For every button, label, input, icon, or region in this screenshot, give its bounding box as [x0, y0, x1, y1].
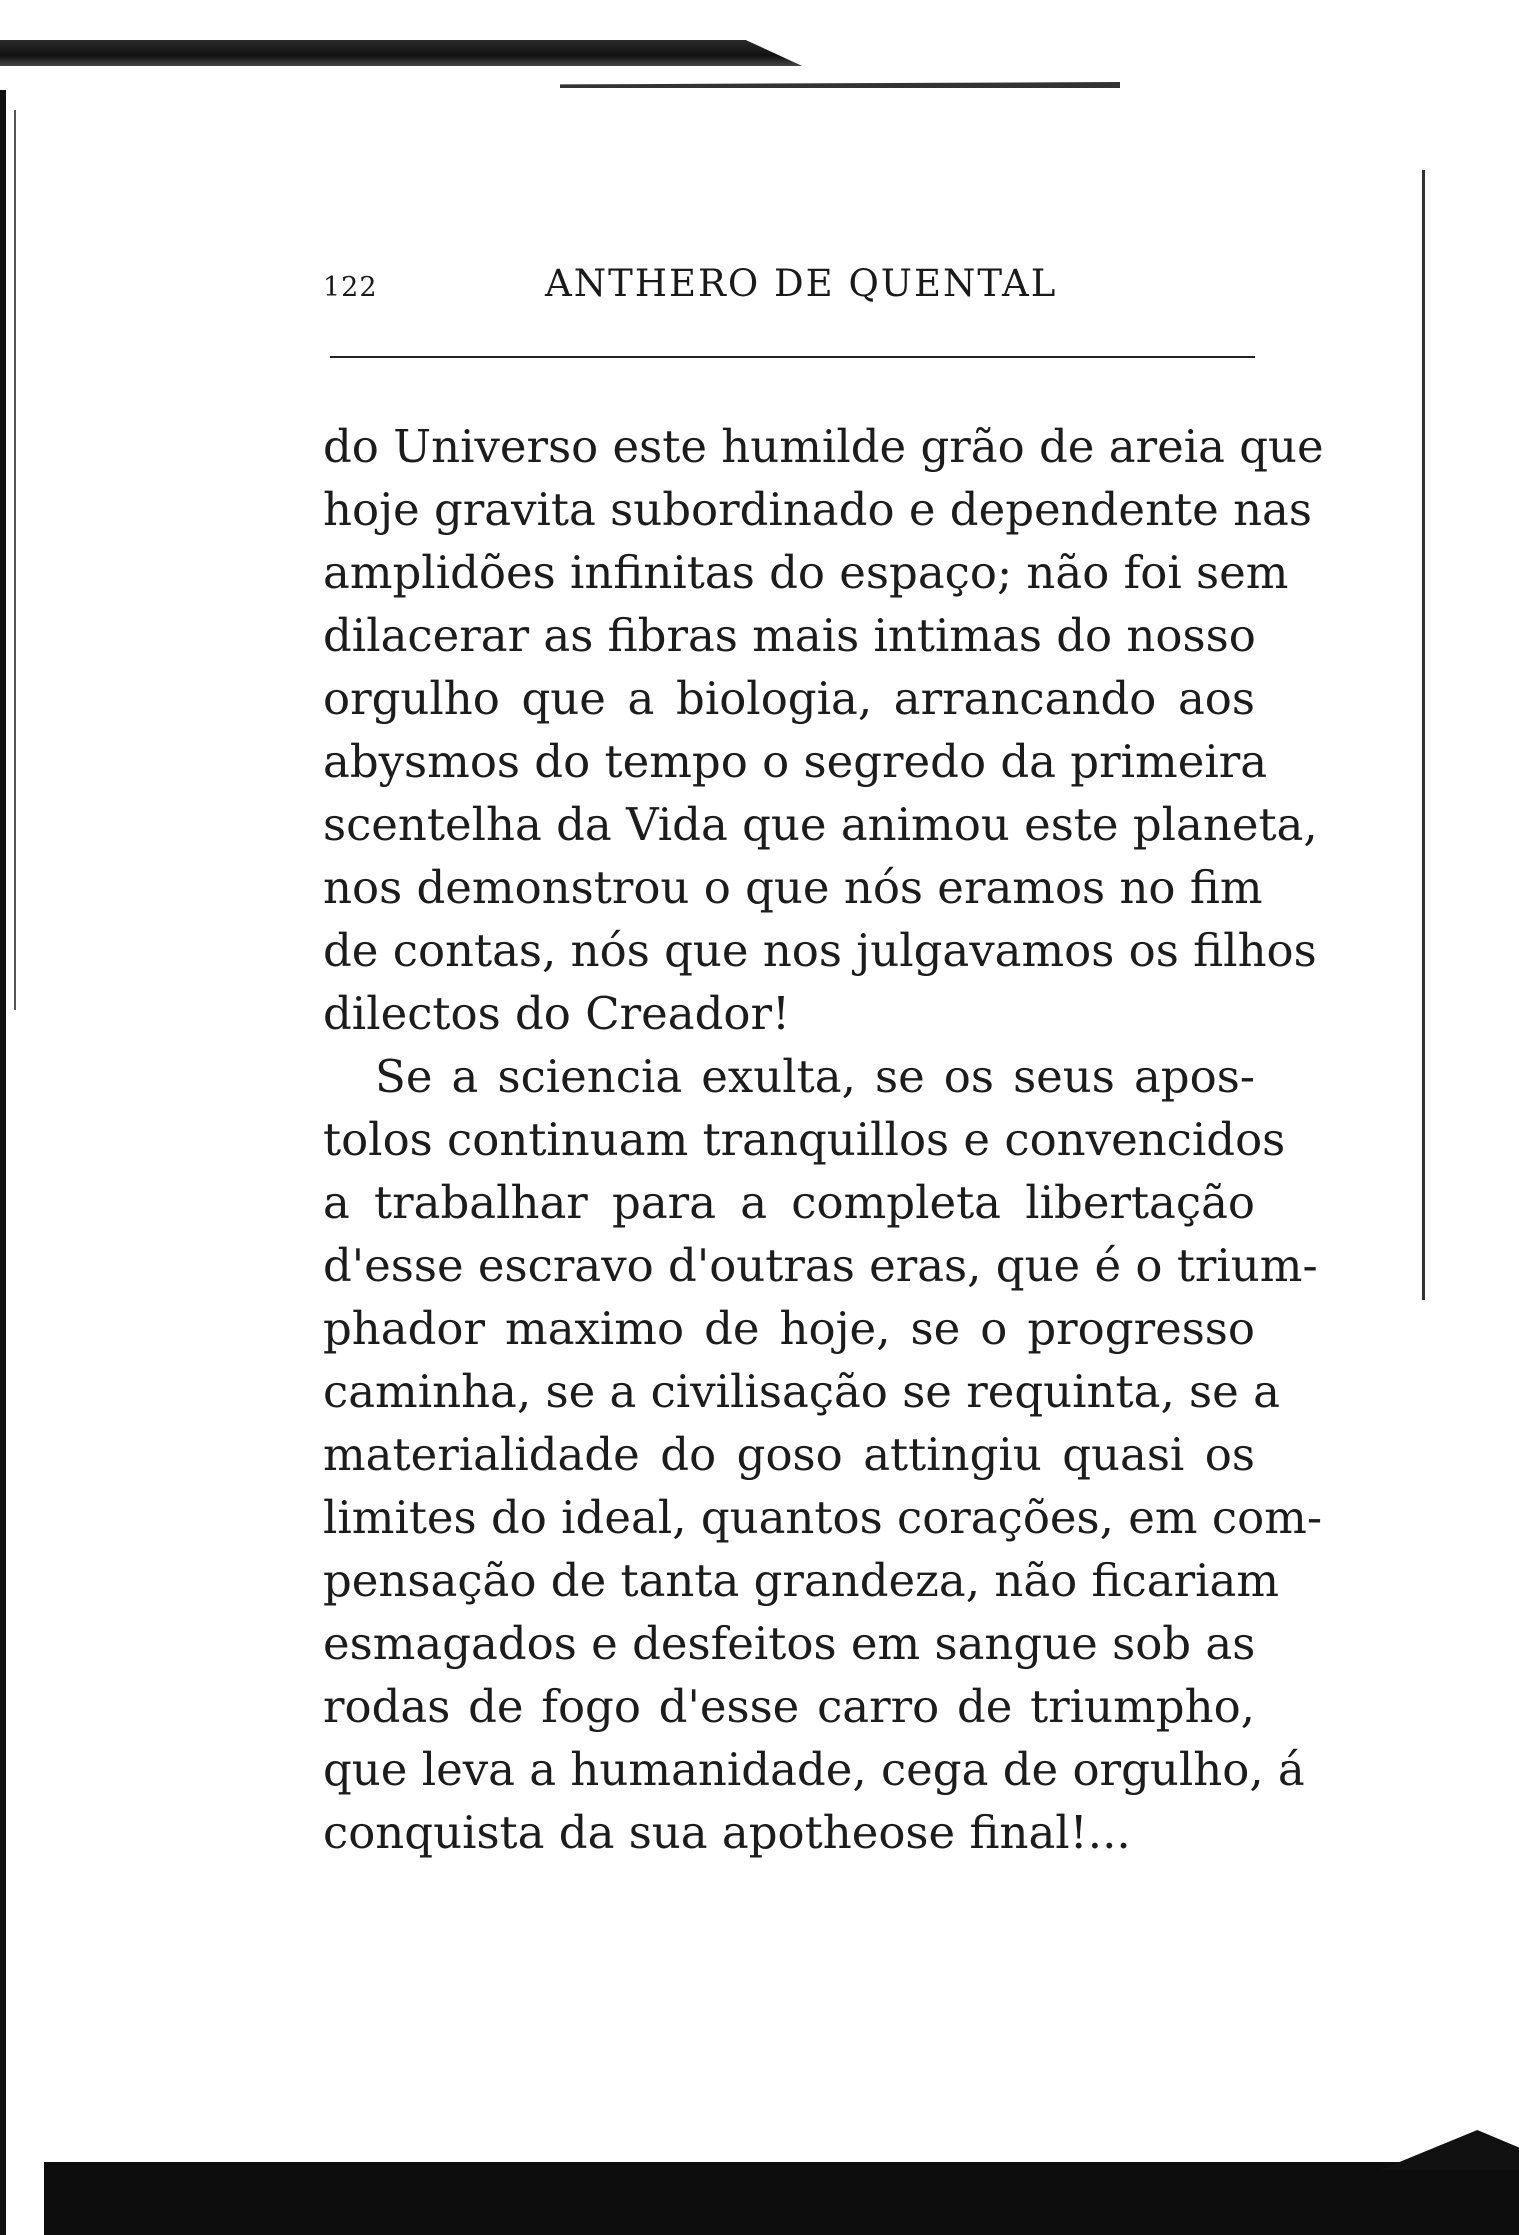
text-line: esmagados e desfeitos em sangue sob as	[323, 1617, 1256, 1670]
text-line: phador maximo de hoje, se o progresso	[323, 1302, 1255, 1355]
page-header	[323, 262, 1255, 320]
header-rule	[330, 356, 1255, 358]
text-line: hoje gravita subordinado e dependente nas	[323, 483, 1312, 536]
text-line: que leva a humanidade, cega de orgulho, á	[323, 1743, 1305, 1796]
text-line: pensação de tanta grandeza, não ficariam	[323, 1554, 1279, 1607]
text-line: de contas, nós que nos julgavamos os filhos	[323, 924, 1317, 977]
paragraph-1	[323, 415, 1324, 1045]
text-line: orgulho que a biologia, arrancando aos	[323, 672, 1255, 725]
scan-shadow-left-thin	[14, 110, 16, 1010]
text-line: amplidões infinitas do espaço; não foi sem	[323, 546, 1289, 599]
text-line: tolos continuam tranquillos e convencidos	[323, 1113, 1286, 1166]
text-line: a trabalhar para a completa libertação	[323, 1176, 1255, 1229]
scan-shadow-right	[1422, 170, 1425, 1300]
text-line: caminha, se a civilisação se requinta, se a	[323, 1365, 1280, 1418]
text-line: dilacerar as fibras mais intimas do nosso	[323, 609, 1256, 662]
text-line: dilectos do Creador!	[323, 987, 791, 1040]
text-line: rodas de fogo d'esse carro de triumpho,	[323, 1680, 1255, 1733]
running-head: ANTHERO DE QUENTAL	[545, 262, 1058, 305]
text-line: Se a sciencia exulta, se os seus apos-	[375, 1050, 1255, 1103]
scan-shadow-bottom-edge	[1380, 2120, 1519, 2170]
scan-shadow-bottom	[44, 2162, 1519, 2235]
body-text	[323, 415, 1324, 1864]
text-line: do Universo este humilde grão de areia que	[323, 420, 1324, 473]
scan-shadow-top	[0, 40, 1130, 66]
text-line: abysmos do tempo o segredo da primeira	[323, 735, 1268, 788]
page-number: 122	[323, 272, 378, 303]
scan-shadow-left	[0, 90, 6, 2235]
text-line: scentelha da Vida que animou este planeta,	[323, 798, 1318, 851]
text-line: nos demonstrou o que nós eramos no fim	[323, 861, 1263, 914]
scan-shadow-top-line	[560, 82, 1120, 88]
text-line: d'esse escravo d'outras eras, que é o trium-	[323, 1239, 1318, 1292]
text-line: limites do ideal, quantos corações, em com-	[323, 1491, 1323, 1544]
paragraph-2	[323, 1045, 1323, 1864]
text-line: conquista da sua apotheose final!...	[323, 1806, 1131, 1859]
text-line: materialidade do goso attingiu quasi os	[323, 1428, 1255, 1481]
